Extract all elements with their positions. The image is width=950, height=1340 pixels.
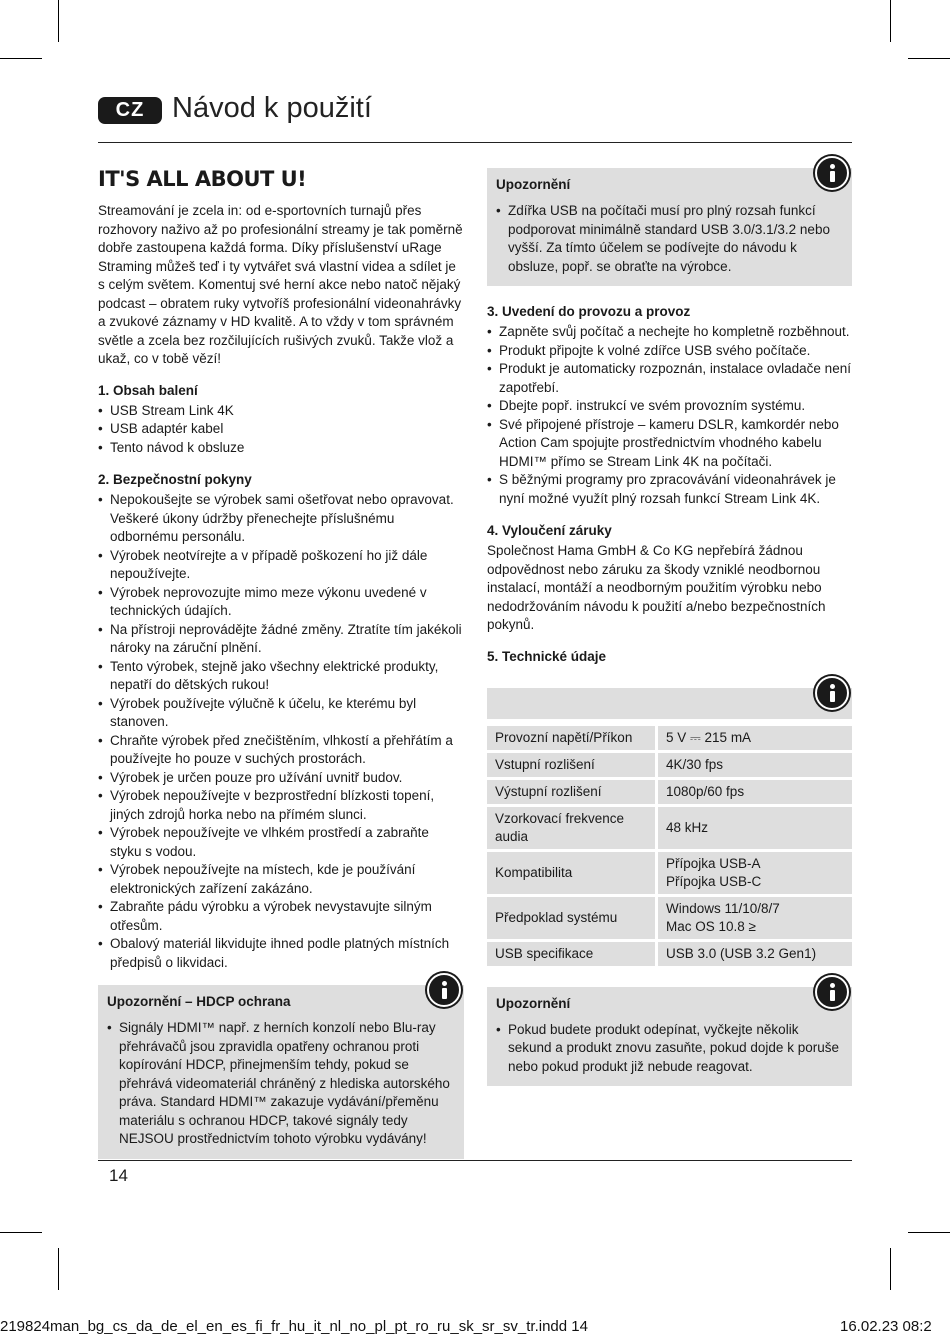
hdcp-note-box [98,985,464,1159]
spec-key: Výstupní rozlišení [487,780,658,804]
table-row [487,852,852,894]
crop-mark [890,0,891,42]
spec-key: Vstupní rozlišení [487,753,658,777]
spec-value: USB 3.0 (USB 3.2 Gen1) [658,942,852,966]
crop-mark [58,0,59,42]
spec-table-header [487,688,852,719]
spec-value: Mac OS 10.8 ≥ [666,918,756,934]
spec-table-wrap [487,688,852,969]
footer-rule [98,1160,852,1161]
info-icon [427,973,461,1007]
table-row [487,753,852,777]
section-4-title: 4. Vyloučení záruky [487,523,612,538]
intro-headline: IT'S ALL ABOUT U! [98,167,307,191]
info-icon [815,975,849,1009]
section-5-title: 5. Technické údaje [487,648,607,664]
section-2-title: 2. Bezpečnostní pokyny [98,472,252,487]
table-row [487,807,852,849]
spec-value: Přípojka USB-C [666,873,762,889]
list-item: • Nepokoušejte se výrobek sami ošetřovat nebo opravovat. Veškeré úkony údržby přenechejte příslušnému odbornému personálu. [98,491,464,547]
table-row [487,897,852,939]
list-item: • Tento návod k obsluze [98,439,464,458]
spec-value-multi [658,897,852,939]
crop-mark [0,58,42,59]
right-column [487,163,852,1102]
crop-mark [0,1232,42,1233]
spec-key: Vzorkovací frekvence audia [487,807,658,849]
note-title: Upozornění [496,995,571,1011]
spec-key: Předpoklad systému [487,897,658,939]
table-row [487,726,852,750]
print-file-slug: 219824man_bg_cs_da_de_el_en_es_fi_fr_hu_it_nl_no_pl_pt_ro_ru_sk_sr_sv_tr.indd 14 [0,1318,588,1335]
package-contents-list [98,402,464,458]
header-rule [98,142,852,143]
list-item: • Dbejte popř. instrukcí ve svém provozním systému. [487,397,852,416]
language-badge: CZ [98,97,162,124]
list-item: • Výrobek nepoužívejte na místech, kde je používání elektronických zařízení zakázáno. [98,861,464,898]
operation-list [487,323,852,508]
section-1-title: 1. Obsah balení [98,382,198,398]
list-item: • Výrobek neprovozujte mimo meze výkonu uvedené v technických údajích. [98,584,464,621]
spec-table [487,723,852,969]
list-item: • Zabraňte pádu výrobku a výrobek nevystavujte silným otřesům. [98,898,464,935]
intro-text: Streamování je zcela in: od e-sportovních turnajů přes rozhovory naživo až po profesionální streamy je tak poměrně dobře zastoupena každá forma. Díky příslušenství uRage Straming můžeš teď i ty vytvářet svá vlastní videa a sdílet je s celým světem. Komentuj své herní akce nebo natoč nějaký podcast – obratem ruky vytvoříš profesionální videonahrávky a zvukové záznamy v HD kvalitě. A to vždy v tom správném světle a zcela bez rozčilujících rušivých zvuků. Takže vlož a ukaž, co v tobě vězí! [98,203,463,366]
list-item: • Výrobek nepoužívejte ve vlhkém prostředí a zabraňte styku s vodou. [98,824,464,861]
note-title: Upozornění [496,177,571,192]
crop-mark [908,1232,950,1233]
unplug-note-box [487,987,852,1087]
list-item: • Pokud budete produkt odepínat, vyčkejte několik sekund a produkt znovu zasuňte, pokud dojde k poruše nebo pokud produkt již nebude reagovat. [496,1021,843,1077]
list-item: • Výrobek neotvírejte a v případě poškození ho již dále nepoužívejte. [98,547,464,584]
list-item: • Chraňte výrobek před znečištěním, vlhkostí a přehřátím a používejte ho pouze v suchých prostorách. [98,732,464,769]
list-item: • Zapněte svůj počítač a nechejte ho kompletně rozběhnout. [487,323,852,342]
list-item: • Výrobek nepoužívejte v bezprostřední blízkosti topení, jiných zdrojů horka nebo na přímém slunci. [98,787,464,824]
spec-value: 4K/30 fps [658,753,852,777]
list-item: • S běžnými programy pro zpracovávání videonahrávek je nyní možné využít plný rozsah funkcí Stream Link 4K. [487,471,852,508]
warranty-text: Společnost Hama GmbH & Co KG nepřebírá žádnou odpovědnost nebo záruku za škody vzniklé neodbornou instalací, montáží a neodborným použitím výrobku nebo nedodržováním návodu k použití a/nebo bezpečnostních pokynů. [487,543,826,632]
crop-mark [58,1248,59,1290]
page-number: 14 [109,1166,128,1185]
list-item: • Produkt je automaticky rozpoznán, instalace ovladače není zapotřebí. [487,360,852,397]
list-item: • Výrobek je určen pouze pro užívání uvnitř budov. [98,769,464,788]
list-item: • Výrobek používejte výlučně k účelu, ke kterému byl stanoven. [98,695,464,732]
spec-key: USB specifikace [487,942,658,966]
crop-mark [890,1248,891,1290]
spec-value-multi [658,852,852,894]
spec-key: Kompatibilita [487,852,658,894]
crop-mark [908,58,950,59]
list-item: • USB adaptér kabel [98,420,464,439]
list-item: • Zdířka USB na počítači musí pro plný rozsah funkcí podporovat minimálně standard USB 3.0/3.1/3.2 nebo vyšší. Za tímto účelem se podívejte do návodu k obsluze, popř. se obraťte na výrobce. [496,202,843,276]
spec-value: 5 V ⎓ 215 mA [658,726,852,750]
info-icon [815,156,849,190]
list-item: • Signály HDMI™ např. z herních konzolí nebo Blu-ray přehrávačů jsou zpravidla opatřeny ochranou proti kopírování HDCP, přinejmenším tehdy, pokud se přehrává videomateriál chráněný z hlediska autorského práva. Standard HDMI™ zakazuje vydávání/přeměnu materiálu s ochranou HDCP, takové signály tedy NEJSOU prostřednictvím tohoto výrobku vydávány! [107,1019,455,1149]
note-title: Upozornění – HDCP ochrana [107,994,291,1009]
list-item: • Své připojené přístroje – kameru DSLR, kamkordér nebo Action Cam spojujte prostřednictvím vhodného kabelu HDMI™ přímo se Stream Link 4K na počítači. [487,416,852,472]
info-icon [815,676,849,710]
table-row [487,780,852,804]
list-item: • Tento výrobek, stejně jako všechny elektrické produkty, nepatří do dětských rukou! [98,658,464,695]
left-column [98,163,464,1175]
list-item: • Obalový materiál likvidujte ihned podle platných místních předpisů o likvidaci. [98,935,464,972]
section-3-title: 3. Uvedení do provozu a provoz [487,304,691,319]
list-item: • Na přístroji neprovádějte žádné změny. Ztratíte tím jakékoli nároky na záruční plnění. [98,621,464,658]
list-item: • Produkt připojte k volné zdířce USB svého počítače. [487,342,852,361]
spec-value: 1080p/60 fps [658,780,852,804]
page-title: Návod k použití [172,92,372,124]
spec-value: Windows 11/10/8/7 [666,900,780,916]
spec-key: Provozní napětí/Příkon [487,726,658,750]
spec-value: 48 kHz [658,807,852,849]
spec-value: Přípojka USB-A [666,855,761,871]
list-item: • USB Stream Link 4K [98,402,464,421]
usb-note-box [487,168,852,286]
safety-list [98,491,464,972]
print-date: 16.02.23 08:2 [840,1318,932,1335]
table-row [487,942,852,966]
